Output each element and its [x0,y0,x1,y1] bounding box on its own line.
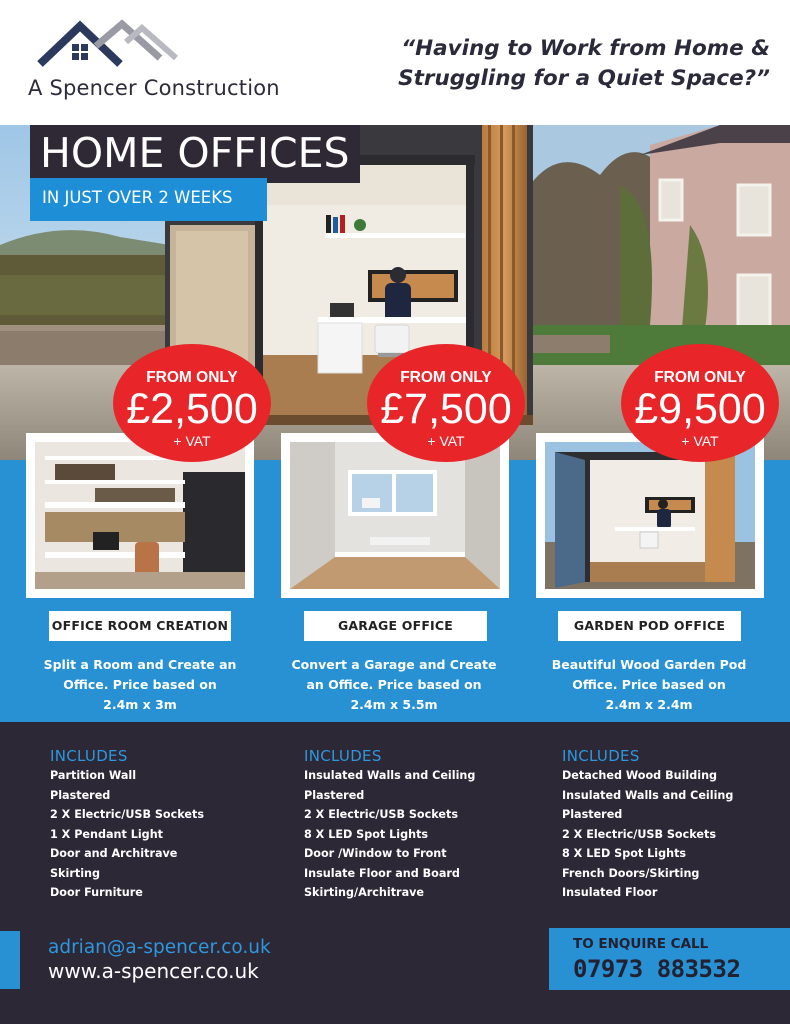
list-item: Plastered [50,788,111,802]
list-item: 8 X LED Spot Lights [562,847,687,860]
headline-box [30,125,360,183]
price-badge-office-room [113,344,271,462]
desc-line: Split a Room and Create an [43,657,237,672]
label-garage [304,611,487,641]
garden-pod-photo-frame [536,433,764,598]
vat-label: + VAT [681,433,719,449]
list-item: 2 X Electric/USB Sockets [50,808,204,821]
desc-garage [281,655,507,715]
call-label: TO ENQUIRE CALL [573,936,709,952]
from-only-label: FROM ONLY [400,369,492,386]
vat-label: + VAT [173,433,211,449]
list-item: Door and Architrave [50,847,178,860]
includes-list [562,766,733,903]
desc-line: an Office. Price based on [306,677,482,692]
phone-number[interactable]: 07973 883532 [573,955,741,983]
includes-title: INCLUDES [50,747,128,765]
list-item: Door /Window to Front [304,847,447,860]
list-item: Plastered [562,808,623,821]
desc-line: 2.4m x 3m [103,697,177,712]
price-badge-garden-pod [621,344,779,462]
enquire-call-box[interactable] [549,928,790,990]
from-only-label: FROM ONLY [146,369,238,386]
list-item: Detached Wood Building [562,769,718,782]
list-item: Skirting/Architrave [304,886,424,899]
price-badge-garage [367,344,525,462]
company-name: A Spencer Construction [28,76,280,100]
tagline [380,34,770,94]
footer-accent-bar [0,931,20,989]
label-office-room [49,611,231,641]
from-only-label: FROM ONLY [654,369,746,386]
offer-name: GARAGE OFFICE [337,618,454,633]
price-amount: £9,500 [634,385,766,433]
desc-line: 2.4m x 5.5m [350,697,438,712]
price-amount: £2,500 [126,385,258,433]
list-item: 1 X Pendant Light [50,827,164,841]
tagline-line-1: “Having to Work from Home & [401,36,770,61]
page-subtitle: IN JUST OVER 2 WEEKS [42,188,233,207]
page-title: HOME OFFICES [40,129,350,177]
desc-garden-pod [536,655,762,715]
desc-line: Office. Price based on [572,677,726,692]
includes-title: INCLUDES [304,747,382,765]
price-amount: £7,500 [380,385,512,433]
garden-pod-photo [545,442,755,589]
desc-line: Convert a Garage and Create [291,657,497,672]
list-item: Door Furniture [50,886,143,899]
desc-office-room [27,655,253,715]
includes-list [50,766,204,903]
list-item: French Doors/Skirting [562,866,700,880]
includes-garage [304,746,475,903]
list-item: Insulated Floor [562,886,658,899]
office-room-photo [35,442,245,589]
label-garden-pod [558,611,741,641]
list-item: Insulated Walls and Ceiling [562,788,734,802]
desc-line: 2.4m x 2.4m [605,697,693,712]
includes-title: INCLUDES [562,747,640,765]
list-item: 8 X LED Spot Lights [304,827,429,841]
email-link[interactable]: adrian@a-spencer.co.uk [48,937,271,958]
header [0,0,790,125]
includes-garden-pod [562,746,733,903]
offer-name: GARDEN POD OFFICE [573,618,726,633]
garage-office-photo [290,442,500,589]
list-item: Insulate Floor and Board [304,866,460,880]
desc-line: Office. Price based on [63,677,217,692]
list-item: Partition Wall [50,769,137,782]
includes-office-room [50,746,204,903]
subtitle-box [30,178,267,221]
list-item: 2 X Electric/USB Sockets [304,808,458,821]
company-logo[interactable] [28,14,288,104]
house-roof-logo-icon [36,14,186,74]
includes-list [304,766,475,903]
list-item: Insulated Walls and Ceiling [304,769,476,782]
website-link[interactable]: www.a-spencer.co.uk [48,959,259,983]
desc-line: Beautiful Wood Garden Pod [551,657,747,672]
list-item: Plastered [304,788,365,802]
list-item: 2 X Electric/USB Sockets [562,827,716,841]
list-item: Skirting [50,866,101,880]
offer-name: OFFICE ROOM CREATION [51,618,229,633]
tagline-line-2: Struggling for a Quiet Space?” [398,66,770,91]
vat-label: + VAT [427,433,465,449]
